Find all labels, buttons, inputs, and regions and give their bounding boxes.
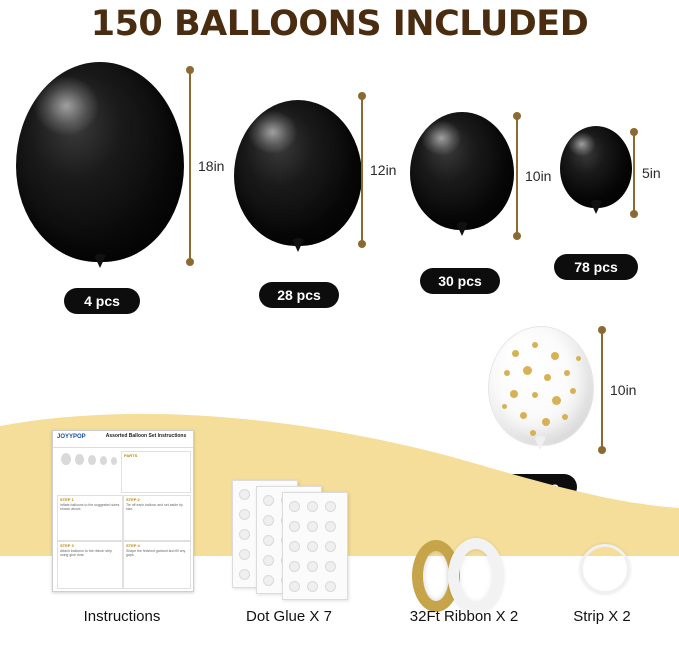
step-label: STEP 4: [126, 543, 140, 548]
glue-dot: [325, 561, 336, 572]
measure-label: 10in: [525, 168, 552, 184]
glue-dot: [239, 489, 250, 500]
glue-dot: [325, 521, 336, 532]
ribbon-hole: [469, 562, 483, 590]
measure-cap-top: [513, 112, 521, 120]
count-pill-18in: 4 pcs: [64, 288, 140, 314]
balloon-strip: [580, 544, 630, 594]
glue-dot: [239, 509, 250, 520]
step-text: Tie off each balloon and set aside by size.: [126, 503, 183, 511]
caption-instructions: Instructions: [83, 608, 161, 625]
glue-dot: [289, 501, 300, 512]
glue-dot: [289, 581, 300, 592]
diagram-balloon: [111, 457, 117, 465]
measure-cap-top: [598, 326, 606, 334]
sheet-title: Assorted Balloon Set Instructions: [105, 433, 187, 439]
measure-cap-bottom: [186, 258, 194, 266]
measure-line: [361, 96, 363, 244]
confetti-dot: [551, 352, 559, 360]
balloon-black-12in: [234, 100, 362, 246]
sheet-parts-cell: [121, 451, 191, 493]
ribbon-hole: [431, 563, 441, 589]
measure-cap-top: [186, 66, 194, 74]
glue-dot: [263, 535, 274, 546]
balloon-body: [410, 112, 514, 230]
glue-sheet-front: [282, 492, 348, 600]
step-label: STEP 1: [60, 497, 74, 502]
diagram-balloon: [75, 454, 84, 465]
confetti-dot: [532, 392, 538, 398]
balloon-body: [560, 126, 632, 208]
parts-heading: PARTS: [124, 453, 138, 458]
measure-label: 12in: [370, 162, 397, 178]
glue-dot: [289, 561, 300, 572]
step-label: STEP 2: [126, 497, 140, 502]
glue-dot: [239, 569, 250, 580]
glue-dot: [263, 555, 274, 566]
diagram-balloon: [88, 455, 96, 465]
balloon-body: [234, 100, 362, 246]
confetti-dot: [564, 370, 570, 376]
count-pill-12in: 28 pcs: [259, 282, 339, 308]
caption-ribbon: 32Ft Ribbon X 2: [409, 608, 519, 625]
diagram-balloon: [100, 456, 107, 465]
confetti-dot: [510, 390, 518, 398]
count-pill-5in: 78 pcs: [554, 254, 638, 280]
step-text: Attach balloons to the ribbon strip using glue dots.: [60, 549, 112, 557]
glue-dot: [325, 541, 336, 552]
balloon-body: [16, 62, 184, 262]
confetti-dot: [576, 356, 581, 361]
measure-cap-bottom: [513, 232, 521, 240]
sheet-step-3: [57, 541, 123, 589]
caption-dot-glue: Dot Glue X 7: [246, 608, 332, 625]
glue-dot: [307, 581, 318, 592]
confetti-dot: [532, 342, 538, 348]
confetti-dot: [544, 374, 551, 381]
measure-line: [633, 132, 635, 214]
glue-dot: [263, 495, 274, 506]
step-label: STEP 3: [60, 543, 74, 548]
step-text: Inflate balloons to the suggested sizes shown above.: [60, 503, 120, 511]
caption-strip: Strip X 2: [573, 608, 631, 625]
measure-10in-black: [513, 112, 561, 240]
glue-dot: [307, 541, 318, 552]
glue-dot: [263, 515, 274, 526]
measure-label: 10in: [610, 382, 637, 398]
measure-line: [189, 70, 191, 262]
page-title: 150 BALLOONS INCLUDED: [90, 4, 589, 44]
glue-dot: [325, 501, 336, 512]
glue-dot: [307, 561, 318, 572]
diagram-balloon: [61, 453, 71, 465]
glue-dot: [289, 521, 300, 532]
measure-cap-bottom: [358, 240, 366, 248]
glue-dot: [307, 521, 318, 532]
glue-dot: [325, 581, 336, 592]
sheet-step-2: [123, 495, 191, 541]
balloon-black-5in: [560, 126, 632, 208]
confetti-dot: [523, 366, 532, 375]
confetti-dot: [504, 370, 510, 376]
sheet-step-4: [123, 541, 191, 589]
measure-label: 18in: [198, 158, 225, 174]
glue-dot: [239, 529, 250, 540]
count-pill-10in-black: 30 pcs: [420, 268, 500, 294]
ribbon-white: [448, 538, 504, 614]
measure-12in: [358, 92, 408, 248]
glue-dot: [307, 501, 318, 512]
glue-dot: [263, 575, 274, 586]
glue-dot: [289, 541, 300, 552]
instructions-sheet: [52, 430, 194, 592]
brand-logo: JOYYPOP: [57, 434, 86, 440]
measure-cap-top: [630, 128, 638, 136]
measure-cap-top: [358, 92, 366, 100]
measure-label: 5in: [642, 165, 661, 181]
confetti-dot: [570, 388, 576, 394]
measure-line: [516, 116, 518, 236]
step-text: Shape the finished garland and fill any gaps.: [126, 549, 186, 557]
sheet-step-1: [57, 495, 123, 541]
confetti-dot: [512, 350, 519, 357]
measure-5in: [630, 128, 676, 218]
balloon-black-10in: [410, 112, 514, 230]
glue-dot: [239, 549, 250, 560]
measure-cap-bottom: [630, 210, 638, 218]
balloon-black-18in: [16, 62, 184, 262]
